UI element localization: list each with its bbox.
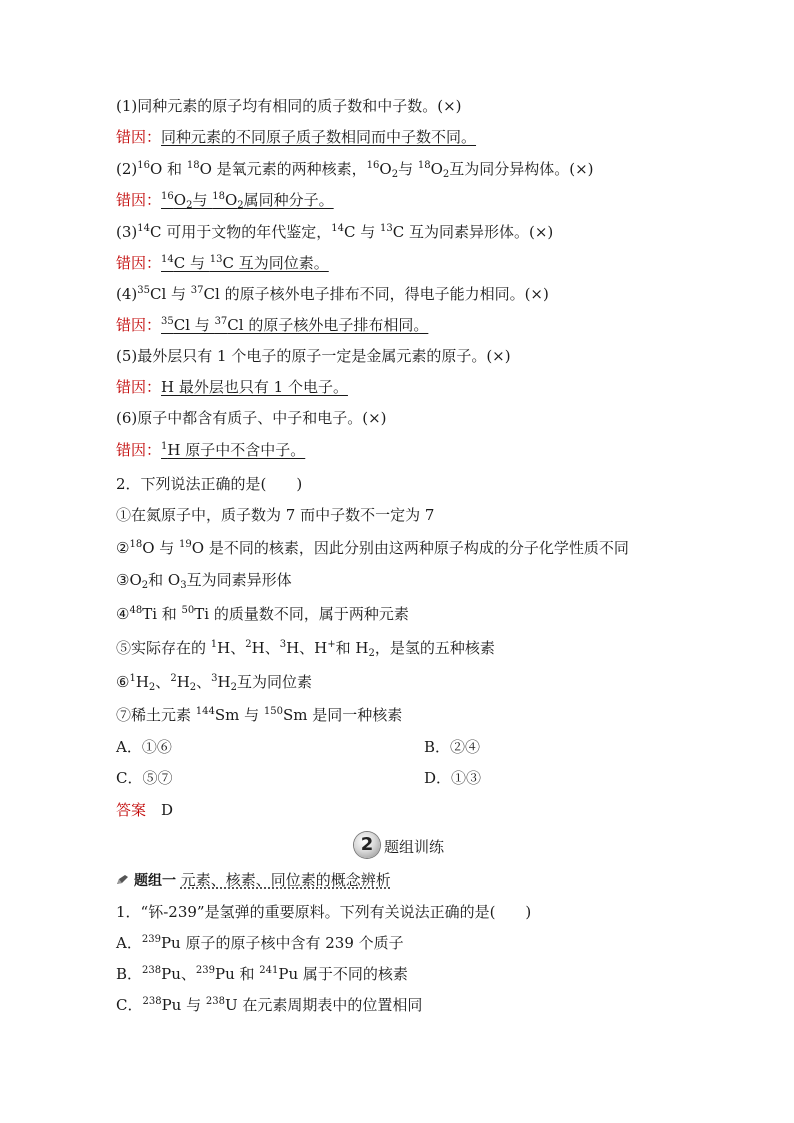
reason-3: 错因：$^{14}$C 与 $^{13}$C 互为同位素。 — [116, 254, 329, 272]
q2-statement-3: $③O_2$和 $O_3$互为同素异形体 — [116, 571, 292, 591]
answer-line — [116, 800, 173, 820]
q3-option-b: B．$^{238}$Pu、$^{239}$Pu 和 $^{241}$Pu 属于不同的核素 — [116, 965, 408, 983]
option-c: C．⑤⑦ — [116, 769, 173, 787]
option-b: B．②④ — [424, 738, 481, 756]
q2-statement-4: ④$^{48}$Ti 和 $^{50}$Ti 的质量数不同，属于两种元素 — [116, 605, 409, 623]
answer-value: D — [161, 801, 174, 819]
option-a: A．①⑥ — [116, 738, 172, 756]
q2-statement-2: ②$^{18}$O 与 $^{19}$O 是不同的核素，因此分别由这两种原子构成的分子化学性质不同 — [116, 539, 629, 557]
q3-option-a: A．$^{239}$Pu 原子的原子核中含有 239 个质子 — [116, 934, 404, 952]
pencil-icon — [116, 874, 130, 886]
statement-2: $(2)^{16}O$ 和 $^{18}$O 是氧元素的两种核素，$^{16}O_2$与 $^{18}O_2$互为同分异构体。(×) — [116, 160, 594, 180]
reason-2: 错因：$^{16}O_2$与 $^{18}O_2$属同种分子。 — [116, 191, 334, 211]
question-3-stem: 1．“钚-239”是氢弹的重要原料。下列有关说法正确的是( ) — [116, 903, 532, 921]
answer-label: 答案 — [116, 801, 147, 819]
reason-1: 错因：同种元素的不同原子质子数相同而中子数不同。 — [116, 128, 477, 146]
option-d: D．①③ — [424, 769, 482, 787]
group-title: 题组一 — [134, 873, 176, 889]
q2-statement-7: ⑦稀土元素 $^{144}$Sm 与 $^{150}$Sm 是同一种核素 — [116, 706, 403, 724]
reason-5: 错因：H 最外层也只有 1 个电子。 — [116, 378, 348, 396]
group-heading — [116, 870, 391, 891]
q2-statement-1: ①在氮原子中，质子数为 7 而中子数不一定为 7 — [116, 506, 435, 524]
statement-3: $(3)^{14}C$ 可用于文物的年代鉴定，$^{14}$C 与 $^{13}$C 互为同素异形体。(×) — [116, 223, 554, 241]
q2-statement-6: $⑥^1H_2$、$^2H_2$、$^3H_2$互为同位素 — [116, 673, 313, 693]
statement-5: (5)最外层只有 1 个电子的原子一定是金属元素的原子。(×) — [116, 347, 511, 365]
q3-option-c: C．$^{238}$Pu 与 $^{238}$U 在元素周期表中的位置相同 — [116, 996, 423, 1014]
reason-6: 错因：$^1$H 原子中不含中子。 — [116, 441, 306, 459]
group-subtitle: 元素、核素、同位素的概念辨析 — [180, 871, 391, 889]
section-title: 题组训练 — [384, 838, 445, 856]
statement-4: $(4)^{35}Cl$ 与 $^{37}$Cl 的原子核外电子排布不同，得电子能力相同。(×) — [116, 285, 549, 303]
q2-options-row-1 — [116, 737, 172, 757]
section-header — [0, 832, 794, 862]
section-number-badge-icon: 2 — [354, 832, 380, 858]
statement-6: (6)原子中都含有质子、中子和电子。(×) — [116, 409, 387, 427]
reason-4: 错因：$^{35}$Cl 与 $^{37}$Cl 的原子核外电子排布相同。 — [116, 316, 429, 334]
q2-statement-5: ⑤实际存在的 $^1$H、$^2$H、$^3$H、H+和 $H_2$，是氢的五种核素 — [116, 639, 495, 659]
statement-1: (1)同种元素的原子均有相同的质子数和中子数。(×) — [116, 97, 462, 115]
question-2-stem: 2．下列说法正确的是( ) — [116, 475, 303, 493]
